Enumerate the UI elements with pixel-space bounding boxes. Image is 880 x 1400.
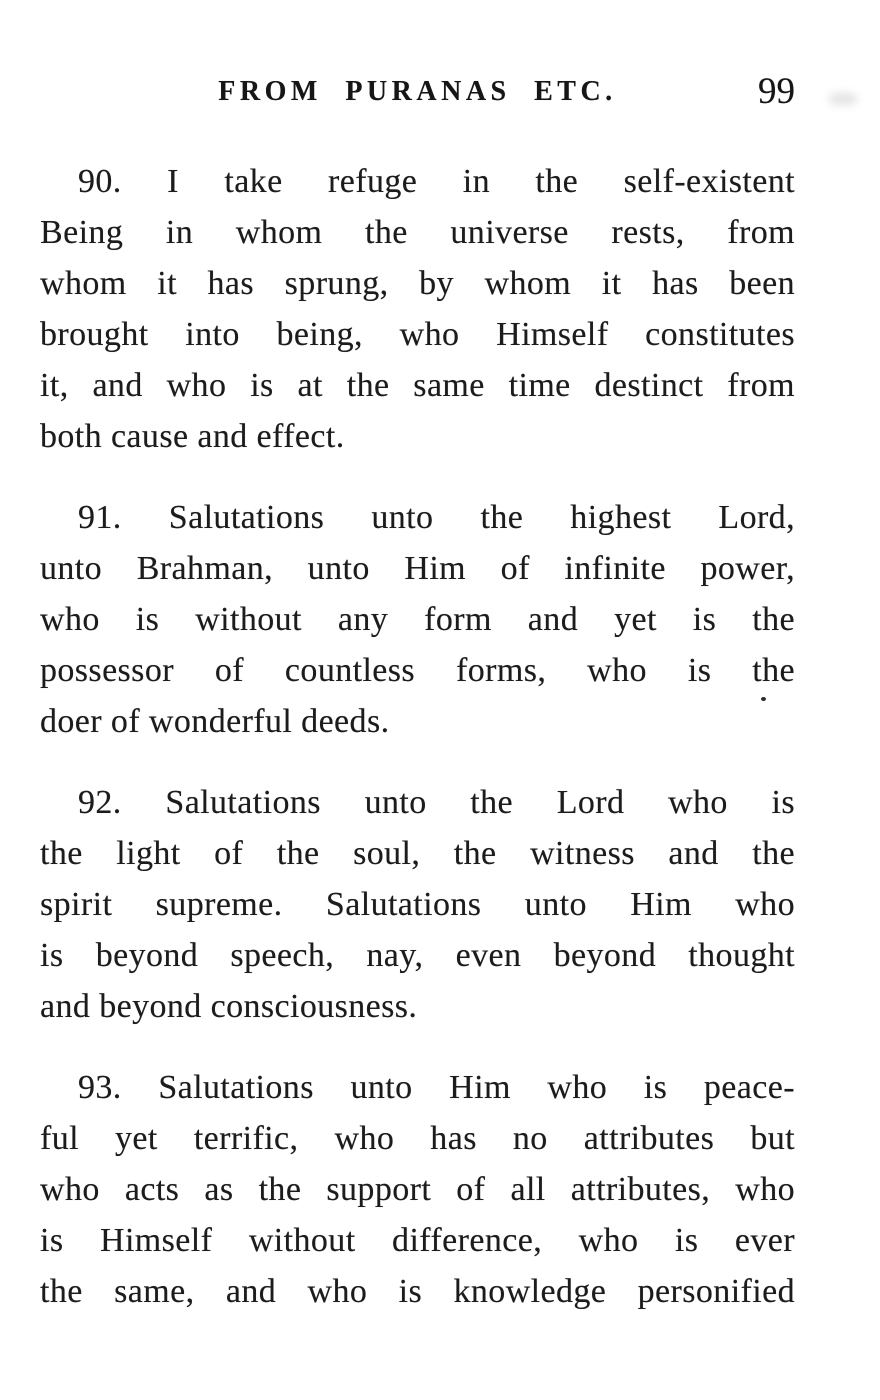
text-line: unto Brahman, unto Him of infinite power, [40, 550, 795, 587]
page-number: 99 [758, 71, 795, 112]
verse-paragraph [40, 156, 795, 462]
text-line: who is without any form and yet is the [40, 601, 795, 638]
text-line: who acts as the support of all attributes, who [40, 1171, 795, 1208]
ink-speck [761, 697, 766, 701]
text-line: both cause and effect. [40, 418, 345, 455]
text-line: brought into being, who Himself constitutes [40, 316, 795, 353]
text-line: 93. Salutations unto Him who is peace- [78, 1069, 795, 1106]
text-line: 90. I take refuge in the self-existent [78, 163, 795, 200]
scan-smudge [828, 92, 858, 106]
running-title: FROM PURANAS ETC. [218, 76, 617, 107]
text-line: 91. Salutations unto the highest Lord, [78, 499, 795, 536]
text-line: is Himself without difference, who is ever [40, 1222, 795, 1259]
text-line: it, and who is at the same time destinct from [40, 367, 795, 404]
text-line: is beyond speech, nay, even beyond thought [40, 937, 795, 974]
text-line: whom it has sprung, by whom it has been [40, 265, 795, 302]
verse-paragraph [40, 1062, 795, 1317]
text-line: spirit supreme. Salutations unto Him who [40, 886, 795, 923]
text-line: doer of wonderful deeds. [40, 703, 390, 740]
text-line: possessor of countless forms, who is the [40, 652, 795, 689]
text-column [40, 0, 795, 1317]
page-header [40, 71, 795, 112]
text-line: and beyond consciousness. [40, 988, 418, 1025]
text-line: 92. Salutations unto the Lord who is [78, 784, 795, 821]
text-line: the light of the soul, the witness and the [40, 835, 795, 872]
verses-container [40, 156, 795, 1317]
text-line: ful yet terrific, who has no attributes but [40, 1120, 795, 1157]
verse-paragraph [40, 492, 795, 747]
text-line: the same, and who is knowledge personified [40, 1273, 795, 1310]
verse-paragraph [40, 777, 795, 1032]
text-line: Being in whom the universe rests, from [40, 214, 795, 251]
